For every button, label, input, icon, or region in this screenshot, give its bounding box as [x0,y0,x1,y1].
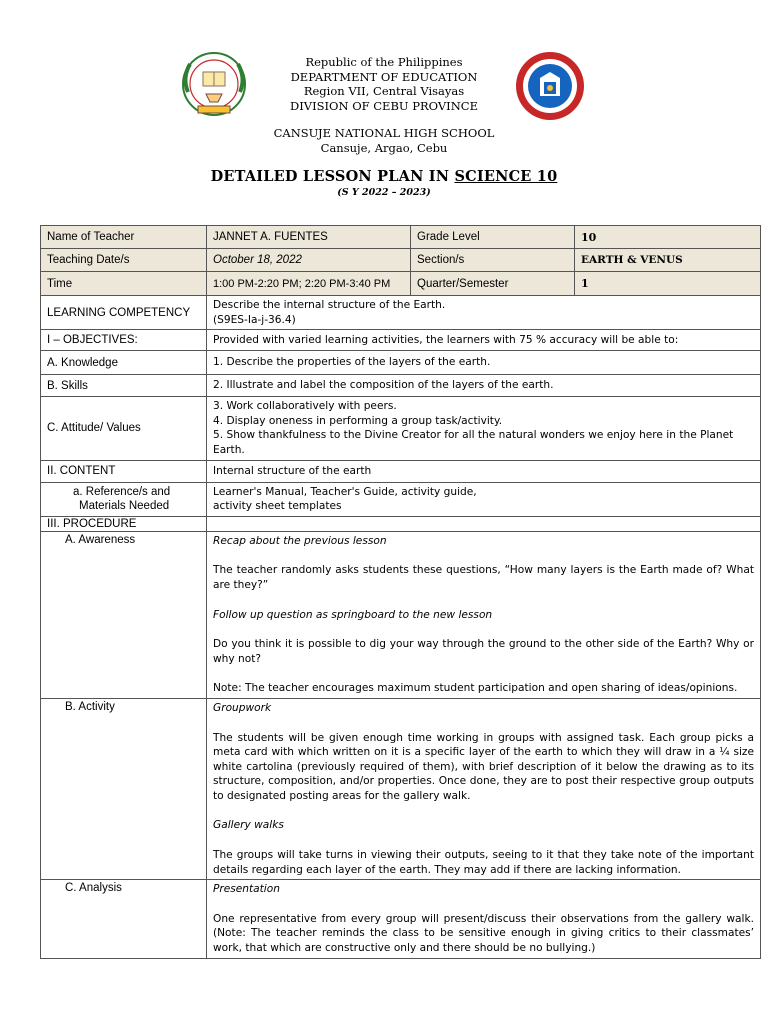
analysis-label: C. Analysis [41,880,207,958]
objectives-label: I – OBJECTIVES: [41,330,207,351]
row-analysis [41,880,761,958]
attitude-item: 3. Work collaboratively with peers. [213,400,397,413]
header-line-deped: DEPARTMENT OF EDUCATION [290,69,478,84]
row-awareness [41,531,761,698]
awareness-note: Note: The teacher encourages maximum student participation and open sharing of ideas/opinions. [213,682,738,695]
activity-content [207,698,761,879]
content-label: II. CONTENT [41,460,207,482]
attitude-label: C. Attitude/ Values [41,397,207,460]
attitude-item: 5. Show thankfulness to the Divine Creator for all the natural wonders we enjoy here in the Planet Earth. [213,429,734,456]
school-name: CANSUJE NATIONAL HIGH SCHOOL [273,126,495,140]
date-label: Teaching Date/s [41,249,207,272]
header-line-republic: Republic of the Philippines [305,55,463,69]
activity-label: B. Activity [41,698,207,879]
row-content [41,460,761,482]
row-procedure [41,516,761,531]
awareness-content [207,531,761,698]
analysis-content [207,880,761,958]
grade-value: 10 [575,226,761,249]
awareness-subheading: Follow up question as springboard to the new lesson [213,608,493,621]
title-prefix: DETAILED LESSON PLAN IN [210,168,455,185]
row-teacher [41,226,761,249]
skills-text: 2. Illustrate and label the composition of the layers of the earth. [207,375,761,397]
time-label: Time [41,272,207,296]
attitude-values [207,397,761,460]
activity-subheading: Gallery walks [213,819,284,832]
knowledge-label: A. Knowledge [41,351,207,375]
section-value: EARTH & VENUS [575,249,761,272]
quarter-label: Quarter/Semester [411,272,575,296]
section-label: Section/s [411,249,575,272]
row-references [41,482,761,516]
date-value: October 18, 2022 [207,249,411,272]
procedure-empty-cell [207,516,761,531]
references-label [41,482,207,516]
row-competency [41,296,761,330]
awareness-label: A. Awareness [41,531,207,698]
knowledge-text: 1. Describe the properties of the layers of the earth. [207,351,761,375]
references-line: activity sheet templates [213,500,342,513]
school-year: (S Y 2022 – 2023) [337,187,431,198]
quarter-value: 1 [575,272,761,296]
references-text [207,482,761,516]
analysis-heading: Presentation [213,883,280,896]
references-label-line: Materials Needed [79,500,170,513]
procedure-label: III. PROCEDURE [41,516,207,531]
references-label-line: a. Reference/s and [73,486,171,499]
row-objectives [41,330,761,351]
activity-paragraph: The students will be given enough time working in groups with assigned task. Each group picks a meta card with which written on it is a specific layer of the earth to which they will draw in a ¼ size white cartolina (previously required of them), with brief description of it below the drawing as to its structure, composition, and/or properties. Once done, they are to post their respective group outputs to designated posting areas for the gallery walk. [213,731,754,802]
awareness-heading: Recap about the previous lesson [213,534,387,547]
school-address: Cansuje, Argao, Cebu [320,140,448,155]
lesson-plan-table [40,225,761,959]
skills-label: B. Skills [41,375,207,397]
teacher-label: Name of Teacher [41,226,207,249]
document-title [0,168,768,185]
references-line: Learner's Manual, Teacher's Guide, activity guide, [213,485,477,498]
time-value: 1:00 PM-2:20 PM; 2:20 PM-3:40 PM [207,272,411,296]
activity-paragraph: The groups will take turns in viewing their outputs, seeing to it that they take note of the important details regarding each layer of the earth. They may add if there are lacking information. [213,849,754,876]
row-date [41,249,761,272]
content-text: Internal structure of the earth [207,460,761,482]
awareness-paragraph: Do you think it is possible to dig your way through the ground to the other side of the Earth? Why or why not? [213,638,754,665]
agency-header [0,55,768,113]
activity-heading: Groupwork [213,701,272,714]
teacher-value: JANNET A. FUENTES [207,226,411,249]
competency-label: LEARNING COMPETENCY [41,296,207,330]
school-block [0,126,768,155]
header-line-region: Region VII, Central Visayas [303,84,465,98]
header-line-division: DIVISION OF CEBU PROVINCE [290,98,478,113]
title-subject: SCIENCE 10 [454,168,558,185]
objectives-text: Provided with varied learning activities, the learners with 75 % accuracy will be able to: [207,330,761,351]
row-activity [41,698,761,879]
row-knowledge [41,351,761,375]
row-time [41,272,761,296]
analysis-paragraph: One representative from every group will present/discuss their observations from the gallery walk. (Note: The teacher reminds the class to be sensitive enough in giving critics to their classmates’ work, that which are constructive only and there should be no bullying.) [213,912,754,955]
attitude-item: 4. Display oneness in performing a group task/activity. [213,414,503,427]
grade-label: Grade Level [411,226,575,249]
competency-code: (S9ES-Ia-j-36.4) [213,313,296,326]
awareness-paragraph: The teacher randomly asks students these questions, “How many layers is the Earth made of? What are they?” [213,564,754,591]
competency-value [207,296,761,330]
row-attitude [41,397,761,460]
row-skills [41,375,761,397]
competency-text: Describe the internal structure of the Earth. [213,299,446,311]
